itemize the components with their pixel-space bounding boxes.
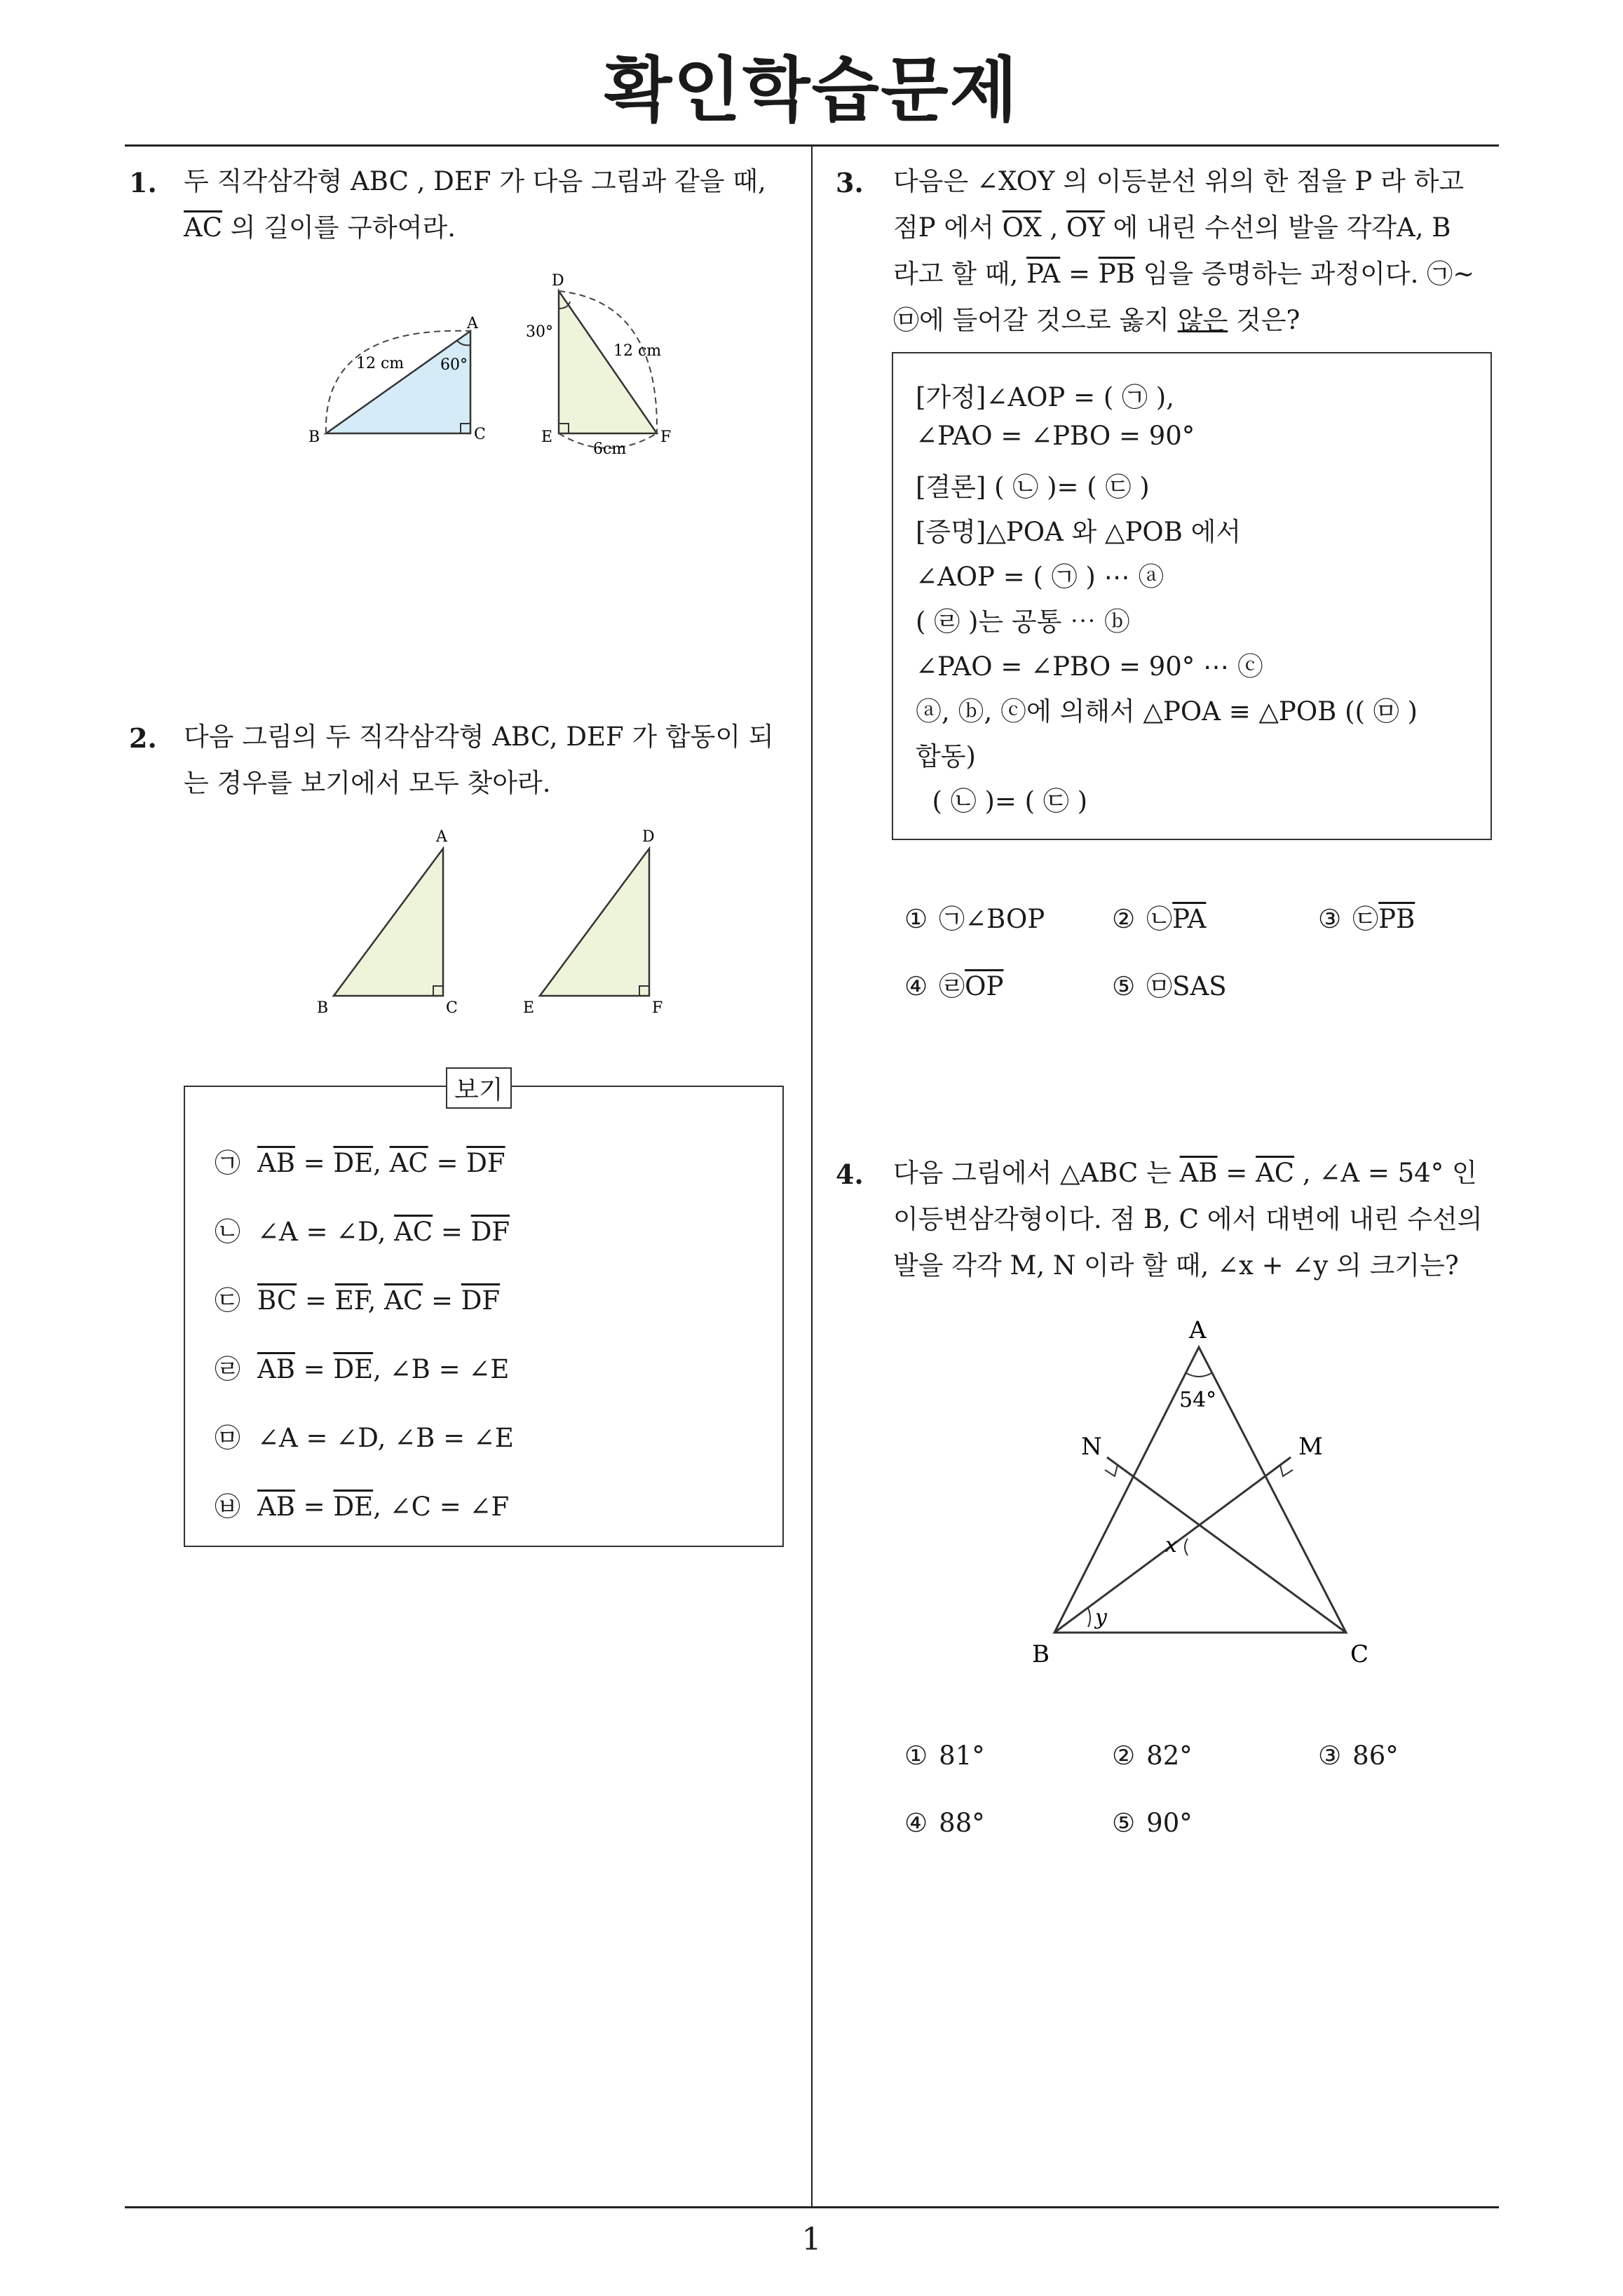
- proof-line: ( ㉡ )= ( ㉢ ): [916, 786, 1088, 816]
- answer-choice[interactable]: [904, 965, 1003, 1003]
- choice-number: ⑤: [1112, 1808, 1136, 1838]
- length-ef: 6cm: [593, 440, 627, 458]
- choice-text: ㉢: [1352, 904, 1379, 934]
- label-f: F: [660, 428, 672, 446]
- choice-text: 90°: [1146, 1808, 1193, 1838]
- question-2-number: 2.: [129, 722, 157, 754]
- segment-pa: $\overline{PA}$: [1026, 259, 1061, 289]
- question-4-line-3: 발을 각각 M, N 이라 할 때, ∠x + ∠y 의 크기는?: [893, 1250, 1459, 1281]
- altitude-cn: [1107, 1457, 1346, 1633]
- bogi-option: [215, 1210, 510, 1248]
- label-c: C: [1350, 1640, 1369, 1668]
- answer-choice[interactable]: [1112, 965, 1227, 1003]
- bogi-option: [215, 1279, 500, 1317]
- bogi-option-text: ∠A = ∠D,: [257, 1217, 395, 1247]
- bogi-legend: 보기: [446, 1067, 512, 1109]
- triangle-abc: [334, 849, 443, 996]
- label-d: D: [642, 828, 655, 846]
- question-1-figure: [294, 259, 715, 463]
- label-b: B: [1032, 1640, 1050, 1668]
- proof-line: [결론] ( ㉡ )= ( ㉢ ): [916, 472, 1150, 502]
- segment: $\overline{DF}$: [461, 1285, 501, 1316]
- segment: $\overline{DE}$: [333, 1492, 374, 1522]
- answer-choice[interactable]: [1112, 1808, 1193, 1838]
- segment: $\overline{AC}$: [384, 1285, 423, 1316]
- angle-arc-y: [1088, 1608, 1090, 1627]
- angle-a-label: 60°: [440, 356, 468, 374]
- right-angle-m: [1280, 1465, 1293, 1476]
- segment: $\overline{EF}$: [334, 1285, 368, 1316]
- label-a: A: [436, 828, 447, 846]
- bogi-option-text: =: [294, 1148, 334, 1178]
- bogi-option-text: =: [428, 1148, 467, 1178]
- answer-choice[interactable]: [1112, 898, 1206, 936]
- bogi-option-marker: ㉢: [215, 1285, 240, 1316]
- proof-line: [가정]∠AOP = ( ㉠ ),: [916, 382, 1174, 412]
- angle-a-label: 54°: [1179, 1388, 1217, 1412]
- bogi-option-text: ∠A = ∠D, ∠B = ∠E: [257, 1423, 514, 1453]
- choice-number: ④: [904, 971, 928, 1001]
- question-4-line-1: 다음 그림에서 △ABC 는 $\overline{AB} = \overline{AC}$ , ∠A = 54° 인: [893, 1158, 1477, 1188]
- question-4-figure: [1015, 1310, 1408, 1675]
- choice-number: ③: [1318, 1741, 1342, 1771]
- column-divider: [811, 146, 813, 2208]
- label-m: M: [1298, 1433, 1323, 1461]
- proof-line: [증명]△POA 와 △POB 에서: [916, 517, 1242, 547]
- choice-number: ③: [1318, 904, 1342, 934]
- angle-arc-a: [1186, 1373, 1211, 1377]
- bogi-option-text: ,: [373, 1148, 390, 1178]
- question-4-text: [893, 1150, 1517, 1289]
- question-3-line-2: 점P 에서 $\overline{OX}$ , $\overline{OY}$ 에 내린 수선의 발을 각각A, B: [893, 212, 1451, 243]
- segment: $\overline{AB}$: [257, 1148, 295, 1178]
- proof-line: ∠AOP = ( ㉠ ) ⋯ ⓐ: [916, 562, 1164, 592]
- proof-line: ⓐ, ⓑ, ⓒ에 의해서 △POA ≡ △POB (( ㉤ ): [916, 696, 1418, 727]
- angle-d-label: 30°: [526, 323, 553, 341]
- bogi-option-text: =: [294, 1354, 334, 1384]
- proof-line: 합동): [916, 741, 976, 771]
- bogi-option: [215, 1417, 514, 1454]
- proof-line: ∠PAO = ∠PBO = 90°: [916, 421, 1195, 451]
- segment: $\overline{DE}$: [333, 1148, 374, 1178]
- segment-pb: $\overline{PB}$: [1098, 259, 1135, 289]
- answer-choice[interactable]: [904, 1808, 985, 1838]
- bogi-option-text: =: [433, 1217, 471, 1247]
- label-c: C: [474, 426, 486, 443]
- question-4-line-2: 이등변삼각형이다. 점 B, C 에서 대변에 내린 수선의: [893, 1204, 1483, 1234]
- segment: $\overline{PB}$: [1378, 904, 1415, 934]
- bogi-option: [215, 1485, 509, 1523]
- bogi-option-marker: ㉠: [215, 1148, 240, 1178]
- choice-number: ①: [904, 1741, 928, 1771]
- question-2-text: [184, 714, 801, 806]
- answer-choice[interactable]: [904, 898, 1045, 936]
- question-1-text: [184, 158, 801, 251]
- choice-text: ㉡: [1146, 904, 1173, 934]
- page-title: 확인학습문제: [604, 49, 1019, 131]
- bogi-option-text: =: [294, 1492, 334, 1522]
- page-number: 1: [801, 2222, 822, 2257]
- label-d: D: [552, 272, 564, 290]
- proof-line: ( ㉣ )는 공통 ⋯ ⓑ: [916, 607, 1130, 637]
- segment-oy: $\overline{OY}$: [1066, 212, 1105, 243]
- question-3-line-4: ㉤에 들어갈 것으로 옳지 않은 것은?: [893, 305, 1301, 335]
- segment: $\overline{DF}$: [470, 1217, 510, 1247]
- segment: $\overline{PA}$: [1172, 904, 1207, 934]
- question-1-line-2: $\overline{AC}$ 의 길이를 구하여라.: [184, 212, 456, 243]
- angle-x-label: x: [1165, 1533, 1177, 1558]
- segment-ox: $\overline{OX}$: [1002, 212, 1042, 243]
- segment: $\overline{AC}$: [394, 1217, 433, 1247]
- question-4-number: 4.: [836, 1159, 864, 1190]
- label-c: C: [446, 999, 458, 1017]
- choice-text: ㉤SAS: [1146, 971, 1227, 1001]
- bogi-option-marker: ㉥: [215, 1492, 240, 1522]
- label-n: N: [1081, 1433, 1102, 1461]
- choice-text: 81°: [939, 1741, 985, 1771]
- segment-ab: $\overline{AB}$: [1179, 1158, 1218, 1188]
- underlined-word: 않은: [1177, 305, 1228, 335]
- segment: $\overline{AC}$: [389, 1148, 428, 1178]
- label-b: B: [308, 428, 320, 446]
- segment-ac: $\overline{AC}$: [1256, 1158, 1295, 1188]
- question-3-number: 3.: [836, 167, 864, 198]
- choice-number: ④: [904, 1808, 928, 1838]
- question-3-line-3: 라고 할 때, $\overline{PA} = \overline{PB}$ 임을 증명하는 과정이다. ㉠~: [893, 259, 1475, 289]
- choice-text: ㉠∠BOP: [939, 904, 1045, 934]
- label-a: A: [1189, 1316, 1207, 1344]
- choice-number: ⑤: [1112, 971, 1136, 1001]
- bogi-option-marker: ㉡: [215, 1217, 240, 1247]
- proof-line: ∠PAO = ∠PBO = 90° ⋯ ⓒ: [916, 651, 1263, 682]
- bogi-option-text: =: [297, 1285, 335, 1316]
- choice-text: ㉣: [939, 971, 965, 1001]
- question-2-line-1: 다음 그림의 두 직각삼각형 ABC, DEF 가 합동이 되: [184, 722, 774, 752]
- label-e: E: [541, 428, 553, 446]
- bogi-option-text: , ∠B = ∠E: [373, 1354, 510, 1384]
- angle-y-label: y: [1095, 1605, 1107, 1630]
- length-df: 12 cm: [613, 342, 662, 360]
- choice-text: 88°: [939, 1808, 985, 1838]
- label-b: B: [317, 999, 329, 1017]
- label-a: A: [467, 315, 478, 332]
- bottom-rule: [125, 2206, 1499, 2208]
- bogi-option-marker: ㉣: [215, 1354, 240, 1384]
- segment: $\overline{OP}$: [965, 971, 1004, 1001]
- question-1-number: 1.: [129, 167, 157, 198]
- segment: $\overline{BC}$: [257, 1285, 297, 1316]
- question-2-line-2: 는 경우를 보기에서 모두 찾아라.: [184, 768, 551, 798]
- answer-choice[interactable]: [1112, 1741, 1193, 1771]
- bogi-option-marker: ㉤: [215, 1423, 240, 1453]
- bogi-option-text: , ∠C = ∠F: [373, 1492, 510, 1522]
- bogi-option: [215, 1348, 509, 1386]
- choice-text: 82°: [1146, 1741, 1193, 1771]
- question-3-line-1: 다음은 ∠XOY 의 이등분선 위의 한 점을 P 라 하고: [893, 166, 1465, 196]
- question-3-text: [893, 158, 1517, 344]
- label-e: E: [523, 999, 535, 1017]
- triangle-def: [540, 849, 649, 996]
- choice-text: 86°: [1352, 1741, 1399, 1771]
- segment: $\overline{AB}$: [257, 1354, 295, 1384]
- segment: $\overline{DE}$: [333, 1354, 374, 1384]
- segment: $\overline{DF}$: [466, 1148, 505, 1178]
- angle-arc-x: [1185, 1539, 1188, 1555]
- question-1-line-1: 두 직각삼각형 ABC , DEF 가 다음 그림과 같을 때,: [184, 166, 766, 196]
- answer-choice[interactable]: [904, 1741, 985, 1771]
- bogi-option-text: ,: [367, 1285, 385, 1316]
- choice-number: ①: [904, 904, 928, 934]
- answer-choice[interactable]: [1318, 1741, 1399, 1771]
- triangle-abc: [326, 331, 470, 433]
- answer-choice[interactable]: [1318, 898, 1415, 936]
- choice-number: ②: [1112, 1741, 1136, 1771]
- triangle-def: [559, 291, 657, 433]
- label-f: F: [652, 999, 663, 1017]
- choice-number: ②: [1112, 904, 1136, 934]
- segment: $\overline{AB}$: [257, 1492, 295, 1522]
- right-angle-n: [1105, 1465, 1118, 1476]
- bogi-option-text: =: [423, 1285, 461, 1316]
- segment-ac: $\overline{AC}$: [184, 212, 223, 243]
- length-ab: 12 cm: [356, 355, 405, 372]
- bogi-option: [215, 1142, 505, 1180]
- question-2-figure: [308, 822, 701, 1018]
